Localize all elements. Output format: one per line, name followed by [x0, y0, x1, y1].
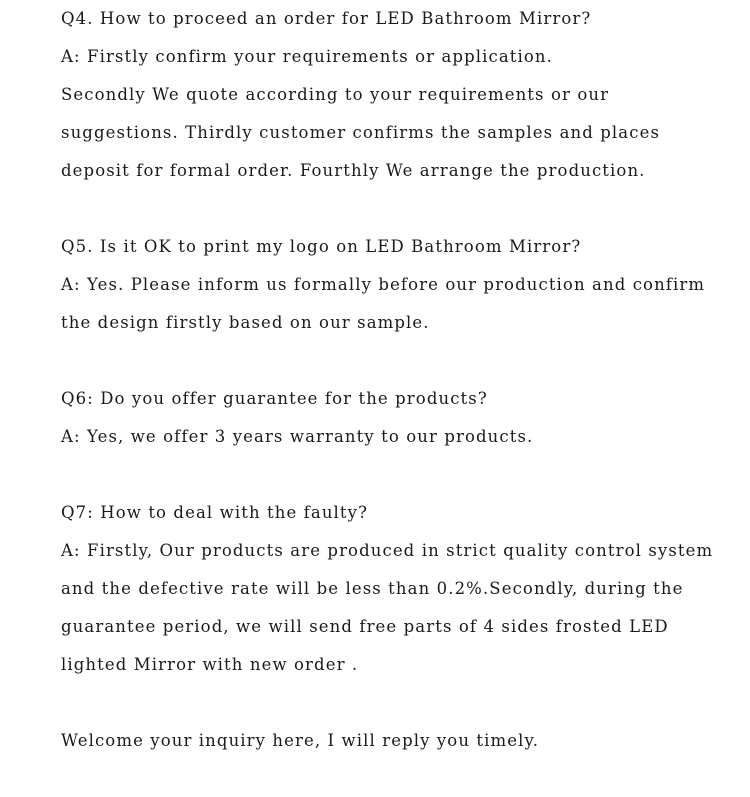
q4-answer-line-4: deposit for formal order. Fourthly We arrange the production.	[61, 161, 646, 180]
closing-message: Welcome your inquiry here, I will reply you timely.	[61, 731, 540, 750]
q5-answer-line-1: A: Yes. Please inform us formally before our production and confirm	[61, 275, 706, 294]
q5-answer-line-2: the design firstly based on our sample.	[61, 313, 430, 332]
q4-answer-line-3: suggestions. Thirdly customer confirms the samples and places	[61, 123, 661, 142]
q6-answer-line-1: A: Yes, we offer 3 years warranty to our products.	[61, 427, 534, 446]
q7-answer-line-3: guarantee period, we will send free parts of 4 sides frosted LED	[61, 617, 669, 636]
q4-answer-line-1: A: Firstly confirm your requirements or application.	[61, 47, 553, 66]
spacer	[61, 684, 741, 722]
spacer	[61, 456, 741, 494]
q4-answer-line-2: Secondly We quote according to your requirements or our	[61, 85, 610, 104]
q7-answer-line-2: and the defective rate will be less than 0.2%.Secondly, during the	[61, 579, 684, 598]
q7-answer-line-4: lighted Mirror with new order .	[61, 655, 359, 674]
q7-answer-line-1: A: Firstly, Our products are produced in strict quality control system	[61, 541, 714, 560]
q7-question: Q7: How to deal with the faulty?	[61, 503, 369, 522]
spacer	[61, 342, 741, 380]
q4-question: Q4. How to proceed an order for LED Bathroom Mirror?	[61, 9, 592, 28]
spacer	[61, 190, 741, 228]
faq-document	[61, 0, 741, 760]
q6-question: Q6: Do you offer guarantee for the products?	[61, 389, 488, 408]
q5-question: Q5. Is it OK to print my logo on LED Bathroom Mirror?	[61, 237, 582, 256]
